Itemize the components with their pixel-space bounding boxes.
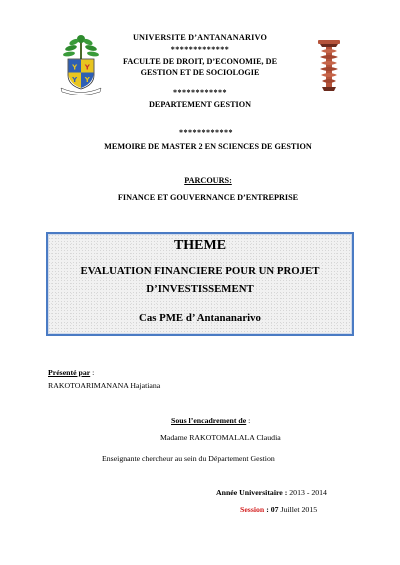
supervisor-role: Enseignante chercheur au sein du Département Gestion [102,454,275,463]
parcours-label: PARCOURS: [184,176,232,185]
author-name: RAKOTOARIMANANA Hajatiana [48,381,161,390]
faculty-name-line1: FACULTE DE DROIT, D’ECONOMIE, DE [122,57,278,66]
supervision-colon: : [246,416,251,425]
svg-text:Y: Y [72,76,78,84]
separator-stars: ************ [179,128,233,137]
university-name: UNIVERSITE D’ANTANANARIVO [132,33,268,42]
theme-title-line1: EVALUATION FINANCIERE POUR UN PROJET [80,265,320,277]
academic-year [216,488,327,497]
academic-year-label: Année Universitaire : [216,488,288,497]
supervisor-name: Madame RAKOTOMALALA Claudia [160,433,281,442]
memoire-title: MEMOIRE DE MASTER 2 EN SCIENCES DE GESTION [104,142,312,151]
theme-subtitle: Cas PME d’ Antananarivo [139,312,261,324]
supervision-text: Sous l’encadrement de [171,416,247,425]
session-label: Session [240,505,265,514]
svg-text:Y: Y [84,63,90,72]
presented-by-text: Présenté par [48,368,91,377]
theme-heading: THEME [173,238,227,253]
svg-text:Y: Y [84,76,90,84]
academic-year-value: 2013 - 2014 [287,488,327,497]
parcours-value: FINANCE ET GOUVERNANCE D’ENTREPRISE [117,193,299,202]
session-sep: : [264,505,271,514]
separator-stars: ************ [173,88,227,97]
svg-text:Y: Y [72,63,78,72]
supervision-label [171,416,250,425]
theme-title-line2: D’INVESTISSEMENT [146,283,254,295]
faculty-name-line2: GESTION ET DE SOCIOLOGIE [140,68,260,77]
session [240,505,317,514]
session-day: 07 [270,505,279,514]
department-name: DEPARTEMENT GESTION [149,100,251,109]
presented-by-colon: : [90,368,95,377]
presented-by-label [48,368,94,377]
separator-stars: ************* [170,45,230,54]
session-month-year: Juillet 2015 [278,505,318,514]
